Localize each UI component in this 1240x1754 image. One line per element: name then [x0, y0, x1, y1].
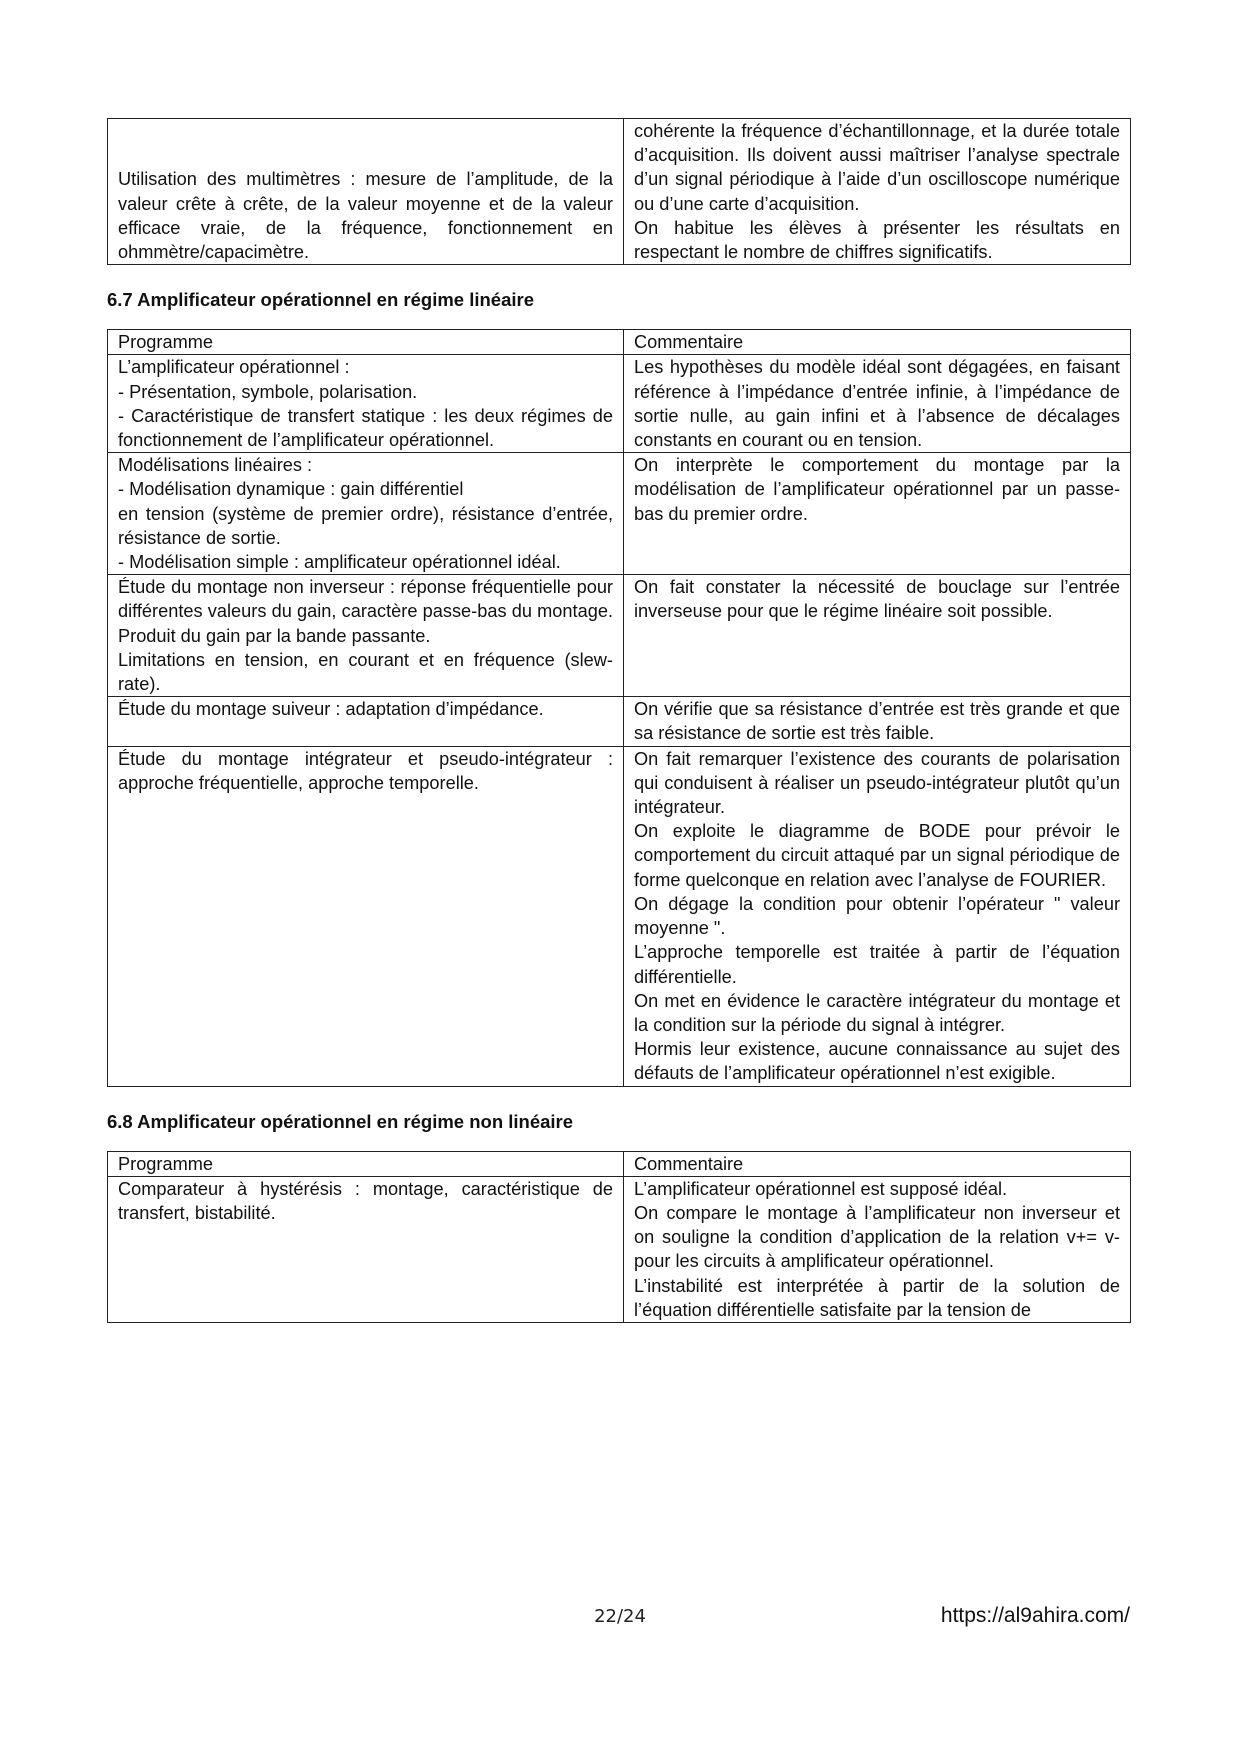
commentaire-cell [624, 355, 1131, 453]
header-commentaire: Commentaire [624, 1151, 1131, 1176]
section-title-6-8: 6.8 Amplificateur opérationnel en régime non linéaire [107, 1110, 574, 1132]
programme-text: Modélisations linéaires : [118, 455, 313, 476]
document-page [107, 118, 1130, 1323]
commentaire-text: cohérente la fréquence d’échantillonnage, et la durée totale d’acquisition. Ils doivent aussi maîtriser l’analyse spectrale d’un signal périodique à l’aide d’un oscilloscope numérique ou d’une carte d’acquisition. [634, 121, 1120, 214]
continuation-table [107, 118, 1131, 265]
programme-text: - Présentation, symbole, polarisation. [118, 381, 418, 402]
commentaire-cell [624, 575, 1131, 697]
programme-cell [108, 355, 624, 453]
table-row [108, 1176, 1131, 1322]
commentaire-text: L’amplificateur opérationnel est supposé idéal. [634, 1178, 1008, 1199]
programme-text: - Modélisation dynamique : gain différentiel [118, 479, 464, 500]
programme-text: Étude du montage non inverseur : réponse fréquentielle pour différentes valeurs du gain, caractère passe-bas du montage. Produit du gain par la bande passante. [118, 577, 613, 646]
programme-text: Utilisation des multimètres : mesure de l’amplitude, de la valeur crête à crête, de la valeur moyenne et de la valeur efficace vraie, de la fréquence, fonctionnement en ohmmètre/capacimètre. [118, 169, 613, 263]
table-6-8 [107, 1151, 1131, 1323]
commentaire-text: L’instabilité est interprétée à partir de la solution de l’équation différentielle satisfaite par la tension de [634, 1275, 1120, 1320]
programme-text: Comparateur à hystérésis : montage, caractéristique de transfert, bistabilité. [118, 1178, 613, 1223]
table-6-7 [107, 329, 1131, 1086]
commentaire-text: On met en évidence le caractère intégrateur du montage et la condition sur la période du signal à intégrer. [634, 990, 1120, 1035]
table-row [108, 355, 1131, 453]
programme-cell [108, 1176, 624, 1322]
commentaire-text: On fait remarquer l’existence des courants de polarisation qui conduisent à réaliser un pseudo-intégrateur plutôt qu’un intégrateur. [634, 748, 1120, 818]
header-commentaire: Commentaire [624, 330, 1131, 355]
commentaire-text: On dégage la condition pour obtenir l’opérateur " valeur moyenne ". [634, 893, 1120, 939]
commentaire-text: L’approche temporelle est traitée à partir de l’équation différentielle. [634, 942, 1120, 987]
programme-cell [108, 119, 624, 265]
table-row [108, 453, 1131, 575]
commentaire-text: On vérifie que sa résistance d’entrée est très grande et que sa résistance de sortie est très faible. [634, 699, 1120, 744]
programme-text: en tension (système de premier ordre), résistance d’entrée, résistance de sortie. [118, 503, 613, 548]
commentaire-text: Les hypothèses du modèle idéal sont dégagées, en faisant référence à l’impédance d’entrée infinie, à l’impédance de sortie nulle, au gain infini et à l’absence de décalages constants en courant ou en tension. [634, 357, 1120, 451]
header-programme: Programme [108, 1151, 624, 1176]
commentaire-cell [624, 697, 1131, 746]
commentaire-text: On interprète le comportement du montage par la modélisation de l’amplificateur opérationnel par un passe-bas du premier ordre. [634, 455, 1120, 524]
commentaire-text: On habitue les élèves à présenter les résultats en respectant le nombre de chiffres significatifs. [634, 217, 1120, 263]
footer-url[interactable]: https://al9ahira.com/ [940, 1604, 1130, 1627]
programme-text: Étude du montage intégrateur et pseudo-intégrateur : approche fréquentielle, approche temporelle. [118, 748, 613, 793]
table-row [108, 575, 1131, 697]
programme-cell [108, 746, 624, 1086]
programme-text: - Modélisation simple : amplificateur opérationnel idéal. [118, 552, 561, 573]
table-header-row [108, 330, 1131, 355]
commentaire-cell [624, 1176, 1131, 1322]
programme-text: - Caractéristique de transfert statique : les deux régimes de fonctionnement de l’amplificateur opérationnel. [118, 405, 613, 451]
commentaire-text: On fait constater la nécessité de bouclage sur l’entrée inverseuse pour que le régime linéaire soit possible. [634, 577, 1120, 622]
header-programme: Programme [108, 330, 624, 355]
programme-cell [108, 575, 624, 697]
commentaire-text: On compare le montage à l’amplificateur non inverseur et on souligne la condition d’application de la relation v+= v- pour les circuits à amplificateur opérationnel. [634, 1202, 1120, 1272]
commentaire-cell [624, 746, 1131, 1086]
section-title-6-7: 6.7 Amplificateur opérationnel en régime linéaire [107, 289, 534, 311]
page-number: 22/24 [594, 1606, 646, 1627]
table-row [108, 119, 1131, 265]
programme-cell [108, 697, 624, 746]
commentaire-cell [624, 119, 1131, 265]
commentaire-text: On exploite le diagramme de BODE pour prévoir le comportement du circuit attaqué par un signal périodique de forme quelconque en relation avec l’analyse de FOURIER. [634, 821, 1120, 890]
table-row [108, 697, 1131, 746]
commentaire-text: Hormis leur existence, aucune connaissance au sujet des défauts de l’amplificateur opérationnel n’est exigible. [634, 1039, 1120, 1084]
table-header-row [108, 1151, 1131, 1176]
commentaire-cell [624, 453, 1131, 575]
programme-text: Limitations en tension, en courant et en fréquence (slew-rate). [118, 649, 613, 695]
programme-text: L’amplificateur opérationnel : [118, 357, 350, 378]
table-row [108, 746, 1131, 1086]
programme-text: Étude du montage suiveur : adaptation d’impédance. [118, 699, 544, 720]
programme-cell [108, 453, 624, 575]
